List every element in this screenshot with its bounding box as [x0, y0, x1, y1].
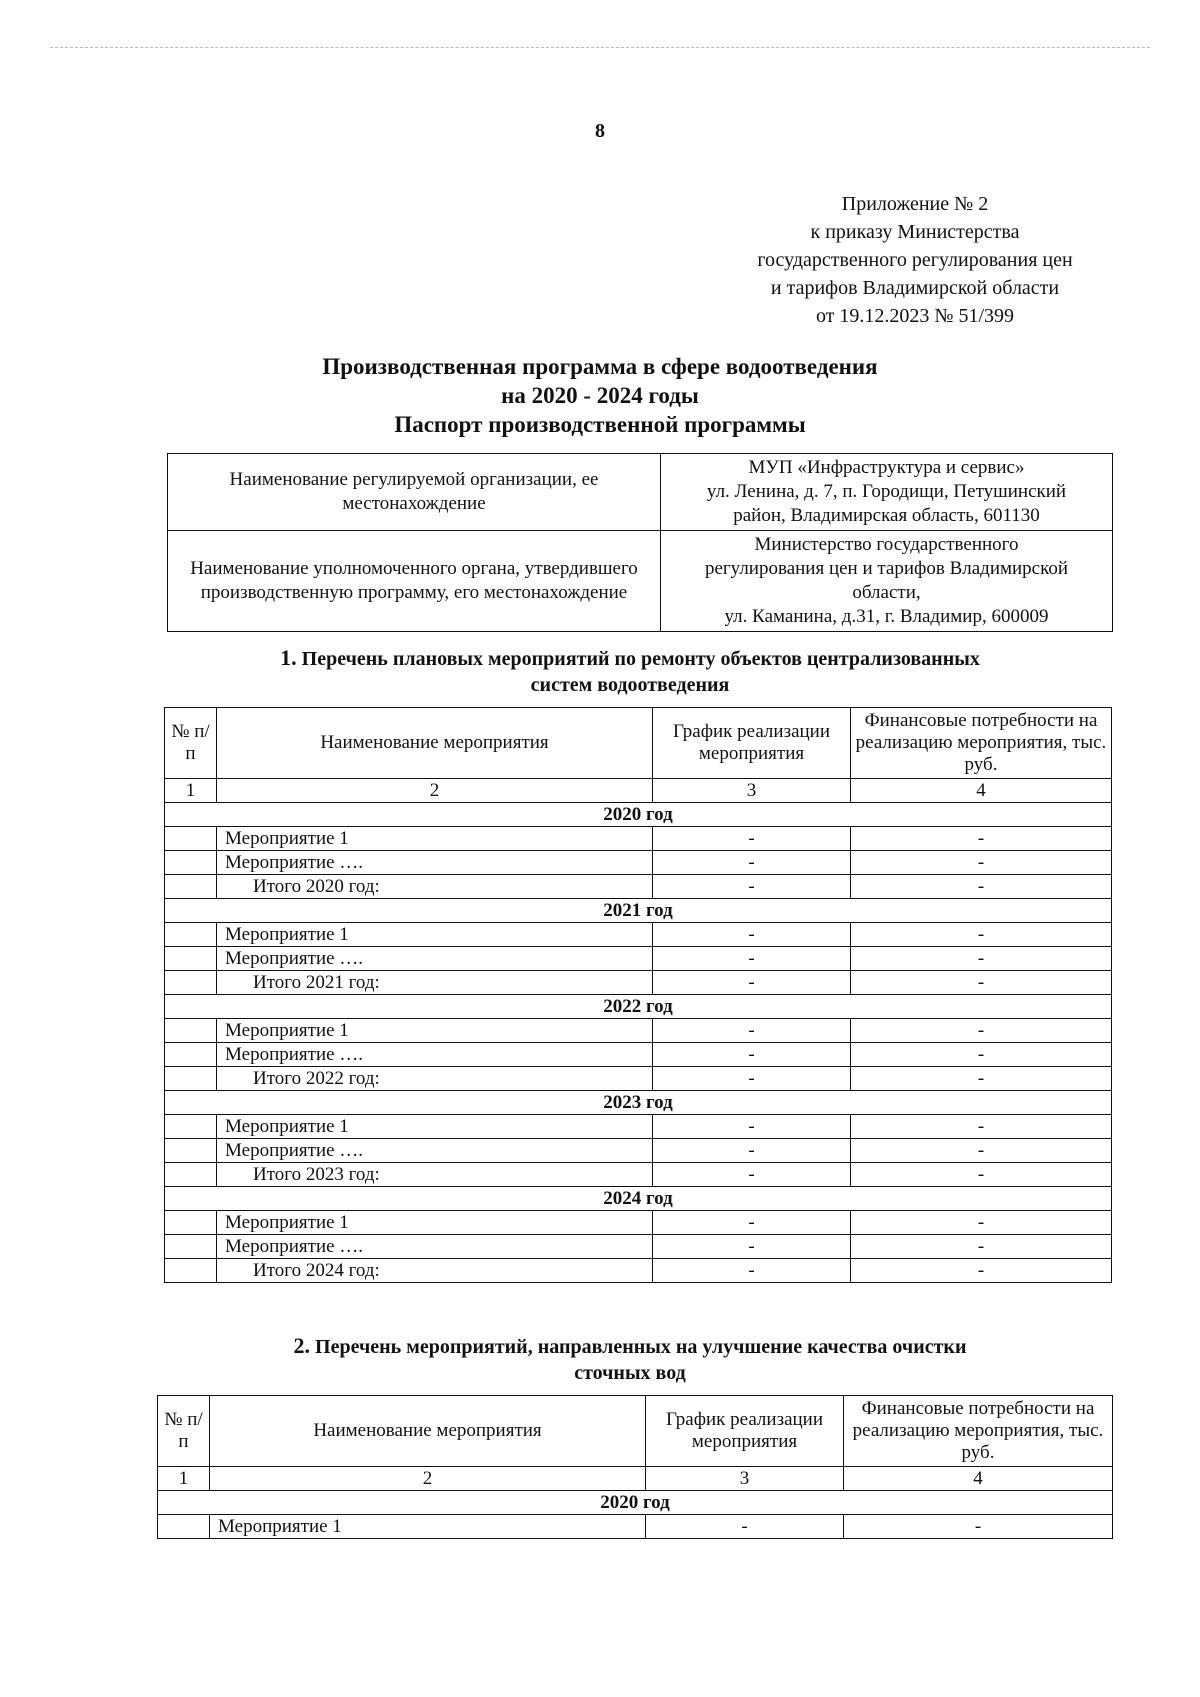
page-number: 8 — [595, 120, 605, 142]
passport-row-organization — [168, 454, 1113, 531]
year-label: 2023 год — [165, 1091, 1112, 1115]
section-number: 1. — [280, 645, 297, 670]
finance-cell: - — [851, 1115, 1112, 1139]
title-line: Производственная программа в сфере водоотведения — [322, 354, 878, 379]
schedule-cell: - — [653, 1211, 851, 1235]
passport-value-line: Министерство государственного — [754, 534, 1019, 555]
measure-name: Мероприятие 1 — [217, 827, 653, 851]
schedule-cell: - — [653, 947, 851, 971]
appendix-line: Приложение № 2 — [841, 193, 989, 215]
passport-value-line: регулирования цен и тарифов Владимирской — [704, 558, 1069, 579]
finance-cell: - — [851, 1019, 1112, 1043]
header-finance: Финансовые потребности на реализацию мероприятия, тыс. руб. — [844, 1396, 1113, 1467]
year-label: 2020 год — [165, 803, 1112, 827]
schedule-cell: - — [653, 923, 851, 947]
passport-value-line: области, — [852, 582, 921, 603]
measure-name: Мероприятие 1 — [217, 1019, 653, 1043]
section-2-title — [190, 1333, 1070, 1386]
finance-cell: - — [851, 1235, 1112, 1259]
table-row — [165, 1139, 1112, 1163]
finance-cell: - — [851, 1139, 1112, 1163]
table-header-row — [158, 1396, 1113, 1467]
passport-row-authority — [168, 531, 1113, 632]
schedule-cell: - — [653, 1115, 851, 1139]
finance-cell: - — [851, 923, 1112, 947]
year-row — [165, 1091, 1112, 1115]
column-number: 3 — [653, 779, 851, 803]
measure-name: Мероприятие …. — [217, 1043, 653, 1067]
finance-cell: - — [844, 1515, 1113, 1539]
schedule-cell: - — [653, 1139, 851, 1163]
year-label: 2020 год — [158, 1491, 1113, 1515]
measure-name: Мероприятие 1 — [210, 1515, 646, 1539]
passport-value-line: район, Владимирская область, 601130 — [733, 505, 1040, 526]
finance-cell: - — [851, 1163, 1112, 1187]
table-row — [158, 1515, 1113, 1539]
section-1-title — [190, 645, 1070, 698]
section-title-text: Перечень плановых мероприятий по ремонту объектов централизованных — [301, 648, 980, 670]
year-row — [165, 803, 1112, 827]
scan-artifact-line — [50, 47, 1150, 48]
schedule-cell: - — [653, 827, 851, 851]
column-number-row — [165, 779, 1112, 803]
schedule-cell: - — [653, 1067, 851, 1091]
finance-cell: - — [851, 1043, 1112, 1067]
column-number: 3 — [646, 1467, 844, 1491]
total-row — [165, 1067, 1112, 1091]
schedule-cell: - — [646, 1515, 844, 1539]
year-label: 2022 год — [165, 995, 1112, 1019]
table-row — [165, 827, 1112, 851]
document-title — [200, 352, 1000, 439]
passport-value — [661, 454, 1113, 531]
measure-name: Мероприятие …. — [217, 1139, 653, 1163]
measure-name: Мероприятие …. — [217, 851, 653, 875]
column-number-row — [158, 1467, 1113, 1491]
year-label: 2021 год — [165, 899, 1112, 923]
total-label: Итого 2024 год: — [217, 1259, 653, 1283]
measure-name: Мероприятие 1 — [217, 1115, 653, 1139]
table-row — [165, 1019, 1112, 1043]
measure-name: Мероприятие 1 — [217, 1211, 653, 1235]
title-line: Паспорт производственной программы — [394, 412, 806, 437]
schedule-cell: - — [653, 1259, 851, 1283]
header-schedule: График реализации мероприятия — [653, 708, 851, 779]
table-row — [165, 923, 1112, 947]
measure-name: Мероприятие …. — [217, 947, 653, 971]
total-label: Итого 2022 год: — [217, 1067, 653, 1091]
schedule-cell: - — [653, 1019, 851, 1043]
repair-plan-table — [164, 707, 1112, 1283]
passport-table — [167, 453, 1113, 632]
appendix-header — [700, 190, 1130, 330]
water-quality-table — [157, 1395, 1113, 1539]
total-row — [165, 1259, 1112, 1283]
header-number: № п/п — [165, 708, 217, 779]
header-name: Наименование мероприятия — [210, 1396, 646, 1467]
column-number: 4 — [844, 1467, 1113, 1491]
finance-cell: - — [851, 875, 1112, 899]
passport-label: Наименование уполномоченного органа, утвердившего производственную программу, его местонахождение — [168, 531, 661, 632]
appendix-line: и тарифов Владимирской области — [770, 277, 1060, 299]
table-row — [165, 851, 1112, 875]
finance-cell: - — [851, 1067, 1112, 1091]
finance-cell: - — [851, 947, 1112, 971]
measure-name: Мероприятие 1 — [217, 923, 653, 947]
schedule-cell: - — [653, 1235, 851, 1259]
passport-value-line: ул. Ленина, д. 7, п. Городищи, Петушинский — [706, 481, 1067, 502]
appendix-line: государственного регулирования цен — [757, 249, 1073, 271]
total-row — [165, 875, 1112, 899]
year-row — [158, 1491, 1113, 1515]
appendix-line: от 19.12.2023 № 51/399 — [815, 305, 1015, 327]
table-row — [165, 1211, 1112, 1235]
total-label: Итого 2021 год: — [217, 971, 653, 995]
schedule-cell: - — [653, 1043, 851, 1067]
appendix-line: к приказу Министерства — [810, 221, 1020, 243]
section-title-text: сточных вод — [574, 1362, 686, 1384]
schedule-cell: - — [653, 1163, 851, 1187]
finance-cell: - — [851, 851, 1112, 875]
section-title-text: систем водоотведения — [530, 674, 730, 696]
year-row — [165, 1187, 1112, 1211]
finance-cell: - — [851, 971, 1112, 995]
column-number: 1 — [165, 779, 217, 803]
section-number: 2. — [293, 1333, 311, 1358]
passport-label: Наименование регулируемой организации, ее местонахождение — [168, 454, 661, 531]
passport-value-line: ул. Каманина, д.31, г. Владимир, 600009 — [724, 606, 1049, 627]
schedule-cell: - — [653, 851, 851, 875]
schedule-cell: - — [653, 875, 851, 899]
header-schedule: График реализации мероприятия — [646, 1396, 844, 1467]
year-label: 2024 год — [165, 1187, 1112, 1211]
passport-value — [661, 531, 1113, 632]
table-row — [165, 1115, 1112, 1139]
table-header-row — [165, 708, 1112, 779]
column-number: 2 — [217, 779, 653, 803]
table-row — [165, 947, 1112, 971]
column-number: 4 — [851, 779, 1112, 803]
table-row — [165, 1043, 1112, 1067]
measure-name: Мероприятие …. — [217, 1235, 653, 1259]
header-number: № п/п — [158, 1396, 210, 1467]
total-row — [165, 971, 1112, 995]
finance-cell: - — [851, 1259, 1112, 1283]
column-number: 1 — [158, 1467, 210, 1491]
total-label: Итого 2023 год: — [217, 1163, 653, 1187]
section-title-text: Перечень мероприятий, направленных на улучшение качества очистки — [315, 1336, 967, 1358]
title-line: на 2020 - 2024 годы — [501, 383, 699, 408]
year-row — [165, 995, 1112, 1019]
table-row — [165, 1235, 1112, 1259]
schedule-cell: - — [653, 971, 851, 995]
total-row — [165, 1163, 1112, 1187]
column-number: 2 — [210, 1467, 646, 1491]
finance-cell: - — [851, 827, 1112, 851]
year-row — [165, 899, 1112, 923]
header-name: Наименование мероприятия — [217, 708, 653, 779]
finance-cell: - — [851, 1211, 1112, 1235]
header-finance: Финансовые потребности на реализацию мероприятия, тыс. руб. — [851, 708, 1112, 779]
total-label: Итого 2020 год: — [217, 875, 653, 899]
passport-value-line: МУП «Инфраструктура и сервис» — [748, 457, 1025, 478]
